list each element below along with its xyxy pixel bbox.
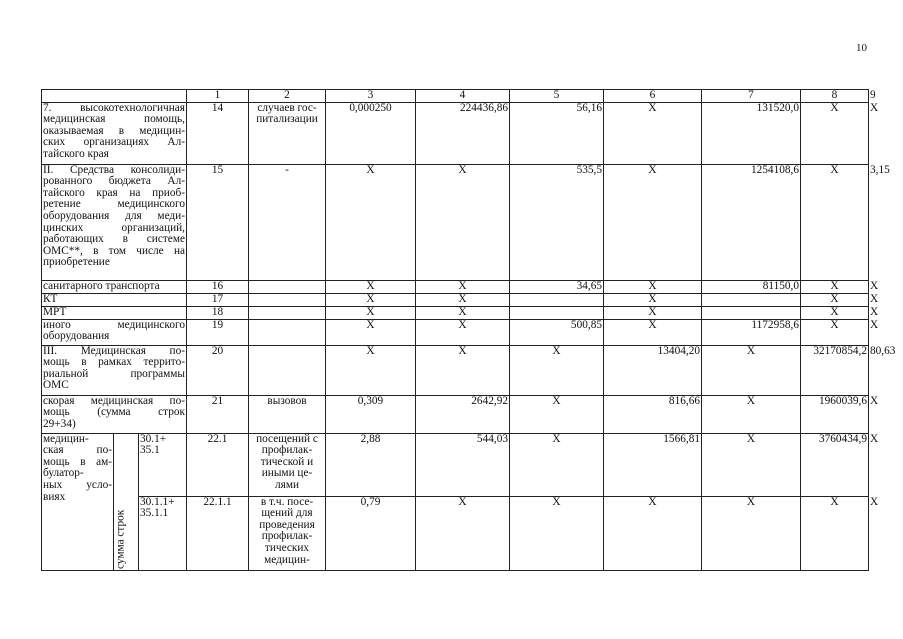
value-cell: 535,5 [510, 164, 604, 280]
value-cell: Х [801, 102, 869, 164]
value-cell: Х [801, 293, 869, 306]
header-cell: 2 [249, 90, 326, 103]
table-row: КТ 17 Х Х Х Х Х [43, 292, 879, 305]
label-line: скорая медицинская по- [43, 394, 185, 407]
unit-cell [249, 306, 326, 319]
table-row: МРТ 18 Х Х Х Х Х [43, 305, 879, 318]
value-cell: 13404,20 [604, 345, 702, 395]
table-row: санитарного транспорта 16 Х Х 34,65 Х 81150,0 Х Х [43, 279, 879, 292]
value-cell: 131520,0 [702, 102, 801, 164]
table-row: медицин- ская по- мощь в ам- булатор- ных усло- виях сумма строк 30.1+ 35.1 22.1 посещений с профилак- тической и иными це- лями 2,88 544,03 Х 1566,81 Х 3760434,9 Х [43, 432, 879, 570]
unit-cell: вызовов [249, 395, 326, 433]
row-number: 18 [187, 306, 249, 319]
value-cell: 81150,0 [702, 280, 801, 293]
table-row: 30.1.1+ 35.1.1 22.1.1 в т.ч. посе- щений для проведения профилак- тических медицин- 0,79 Х Х Х Х Х Х [42, 496, 869, 570]
sub-line: 35.1.1 [140, 507, 169, 520]
unit-line: проведения [259, 518, 315, 531]
value-cell: 544,03 [416, 433, 510, 496]
unit-line: профилак- [261, 444, 313, 457]
label-line: булатор- [43, 467, 84, 480]
table-row: скорая медицинская по- мощь (сумма строк 29+34) 21 вызовов 0,309 2642,92 Х 816,66 Х 1960039,6 Х [42, 395, 869, 433]
unit-line: тической и [260, 455, 314, 468]
value-cell: 1566,81 [604, 433, 702, 496]
value-cell: 2,88 [326, 433, 416, 496]
unit-cell [249, 102, 326, 164]
value-cell: 0,000250 [326, 102, 416, 164]
value-cell: 56,16 [510, 102, 604, 164]
header-cell-0 [42, 90, 187, 103]
value-cell: Х [702, 345, 801, 395]
label-line: иного медицинского [43, 318, 185, 331]
row-number: 14 [187, 102, 249, 164]
page-number: 10 [856, 42, 867, 54]
label-line: оказываемая в медицин- [43, 124, 185, 137]
value-cell: Х [801, 496, 869, 570]
value-cell: Х [604, 164, 702, 280]
header-cell: 5 [510, 90, 604, 103]
sub-line: 35.1 [140, 444, 160, 457]
label-line: 7. высокотехнологичная [43, 101, 185, 114]
label-line: 29+34) [43, 417, 76, 430]
row-number: 22.1.1 [187, 496, 249, 570]
value-cell: Х [416, 319, 510, 345]
value-cell: Х [510, 345, 604, 395]
unit-line: щений для [261, 507, 313, 520]
unit-cell [249, 319, 326, 345]
header-cell: 1 [187, 90, 249, 103]
value-cell: Х [326, 319, 416, 345]
unit-line: питализации [256, 113, 318, 126]
value-cell: 2642,92 [416, 395, 510, 433]
row-number: 17 [187, 293, 249, 306]
header-cell: 3 [326, 90, 416, 103]
value-cell: Х [416, 306, 510, 319]
sub-line: 30.1.1+ [140, 495, 175, 508]
value-cell [702, 306, 801, 319]
unit-cell: - [249, 164, 326, 280]
unit-cell [249, 293, 326, 306]
value-cell [510, 306, 604, 319]
label-line: ская по- [43, 444, 112, 457]
value-cell: 224436,86 [416, 102, 510, 164]
label-line: III. Медицинская по- [43, 344, 185, 357]
label-line: ных усло- [43, 478, 112, 491]
value-cell: 34,65 [510, 280, 604, 293]
value-cell: Х [801, 319, 869, 345]
value-cell: Х [326, 280, 416, 293]
label-line: оборудования для меди- [43, 209, 185, 222]
value-cell: 0,309 [326, 395, 416, 433]
value-cell: Х [326, 164, 416, 280]
unit-line: случаев гос- [257, 101, 317, 114]
value-cell: 1960039,6 [801, 395, 869, 433]
row-label: санитарного транспорта [42, 280, 187, 293]
row-label: КТ [42, 293, 187, 306]
row-number: 21 [187, 395, 249, 433]
table-row: II. Средства консолиди- рованного бюджета Ал- тайского края на приоб- ретение медицинского оборудования для меди- цинских организаций, работающих в системе ОМС**, в том числе на приобретение 15 - Х Х 535,5 Х 1254108,6 Х 3,15 [42, 164, 869, 280]
sub-line: 30.1+ [140, 432, 167, 445]
label-line: II. Средства консолиди- [43, 163, 185, 176]
label-line: мощь (сумма строк [43, 406, 185, 419]
row-label: МРТ [42, 306, 187, 319]
label-line: ретение медицинского [43, 198, 185, 211]
unit-cell [249, 496, 326, 570]
value-cell: Х [801, 164, 869, 280]
label-line: ОМС [43, 379, 69, 392]
row-number: 20 [187, 345, 249, 395]
row-number: 16 [187, 280, 249, 293]
value-cell: Х [510, 395, 604, 433]
value-cell: 500,85 [510, 319, 604, 345]
vertical-label: сумма строк [114, 433, 139, 570]
label-line: риальной программы [43, 367, 185, 380]
label-line: ских организациях Ал- [43, 136, 185, 149]
value-cell: Х [801, 306, 869, 319]
label-line: оборудования [43, 330, 110, 343]
unit-cell [249, 345, 326, 395]
header-row: 1 2 3 4 5 6 7 8 9 [42, 90, 869, 103]
label-line: цинских организаций, [43, 221, 185, 234]
header-cell: 8 [801, 90, 869, 103]
value-cell: 1172958,6 [702, 319, 801, 345]
unit-line: профилак- [261, 530, 313, 543]
row-label [42, 395, 187, 433]
value-cell [702, 293, 801, 306]
table-row: 7. высокотехнологичная медицинская помощь, оказываемая в медицин- ских организациях Ал- тайского края 14 случаев гос- питализации 0,000250 224436,86 56,16 Х 131520,0 Х Х [42, 102, 869, 164]
unit-cell [249, 433, 326, 496]
value-cell: Х [416, 293, 510, 306]
value-cell: Х [510, 433, 604, 496]
unit-line: тических [264, 541, 310, 554]
label-line: работающих в системе [43, 233, 185, 246]
label-line: медицинская помощь, [43, 113, 185, 126]
label-line: рованного бюджета Ал- [43, 175, 185, 188]
label-line: виях [43, 490, 66, 503]
value-cell: Х [604, 293, 702, 306]
value-cell: Х [326, 345, 416, 395]
row-label [42, 102, 187, 164]
financial-table [41, 89, 896, 571]
value-cell: 1254108,6 [702, 164, 801, 280]
header-cell: 7 [702, 90, 801, 103]
header-cell: 4 [416, 90, 510, 103]
label-line: медицин- [43, 432, 89, 445]
unit-line: посещений с [256, 432, 318, 445]
value-cell: Х [416, 345, 510, 395]
value-cell: Х [702, 433, 801, 496]
label-line: мощь в рамках террито- [43, 356, 185, 369]
header-cell: 6 [604, 90, 702, 103]
unit-line: в т.ч. посе- [260, 495, 314, 508]
unit-line: иными це- [261, 467, 313, 480]
row-number: 22.1 [187, 433, 249, 496]
label-line: мощь в ам- [43, 455, 112, 468]
value-cell: Х [416, 164, 510, 280]
row-number: 19 [187, 319, 249, 345]
unit-line: лями [274, 478, 300, 491]
value-cell: 3760434,9 [801, 433, 869, 496]
value-cell: Х [702, 395, 801, 433]
label-line: тайского края на приоб- [43, 186, 185, 199]
value-cell: Х [416, 280, 510, 293]
value-cell: Х [604, 102, 702, 164]
row-number: 15 [187, 164, 249, 280]
value-cell: Х [604, 319, 702, 345]
value-cell: Х [326, 306, 416, 319]
row-label [42, 345, 187, 395]
row-label [42, 433, 114, 570]
value-cell: Х [326, 293, 416, 306]
value-cell [510, 293, 604, 306]
value-cell: Х [510, 496, 604, 570]
value-cell: 816,66 [604, 395, 702, 433]
value-cell: Х [604, 306, 702, 319]
value-cell: Х [702, 496, 801, 570]
label-line: ОМС**, в том числе на [43, 244, 185, 257]
value-cell: 32170854,2 [801, 345, 869, 395]
table-row: иного медицинского оборудования 19 Х Х 500,85 Х 1172958,6 Х Х [42, 319, 869, 345]
value-cell: Х [604, 280, 702, 293]
sub-row-label [139, 496, 187, 570]
unit-line: медицин- [264, 553, 310, 566]
value-cell: Х [416, 496, 510, 570]
label-line: тайского края [43, 147, 109, 160]
row-label [42, 164, 187, 280]
row-label [42, 319, 187, 345]
table-row: III. Медицинская по- мощь в рамках террито- риальной программы ОМС 20 Х Х Х 13404,20 Х 32170854,2 80,63 [42, 345, 869, 395]
label-line: приобретение [43, 256, 110, 269]
value-cell: Х [604, 496, 702, 570]
value-cell: Х [801, 280, 869, 293]
unit-cell [249, 280, 326, 293]
value-cell: 0,79 [326, 496, 416, 570]
sub-row-label [139, 433, 187, 496]
